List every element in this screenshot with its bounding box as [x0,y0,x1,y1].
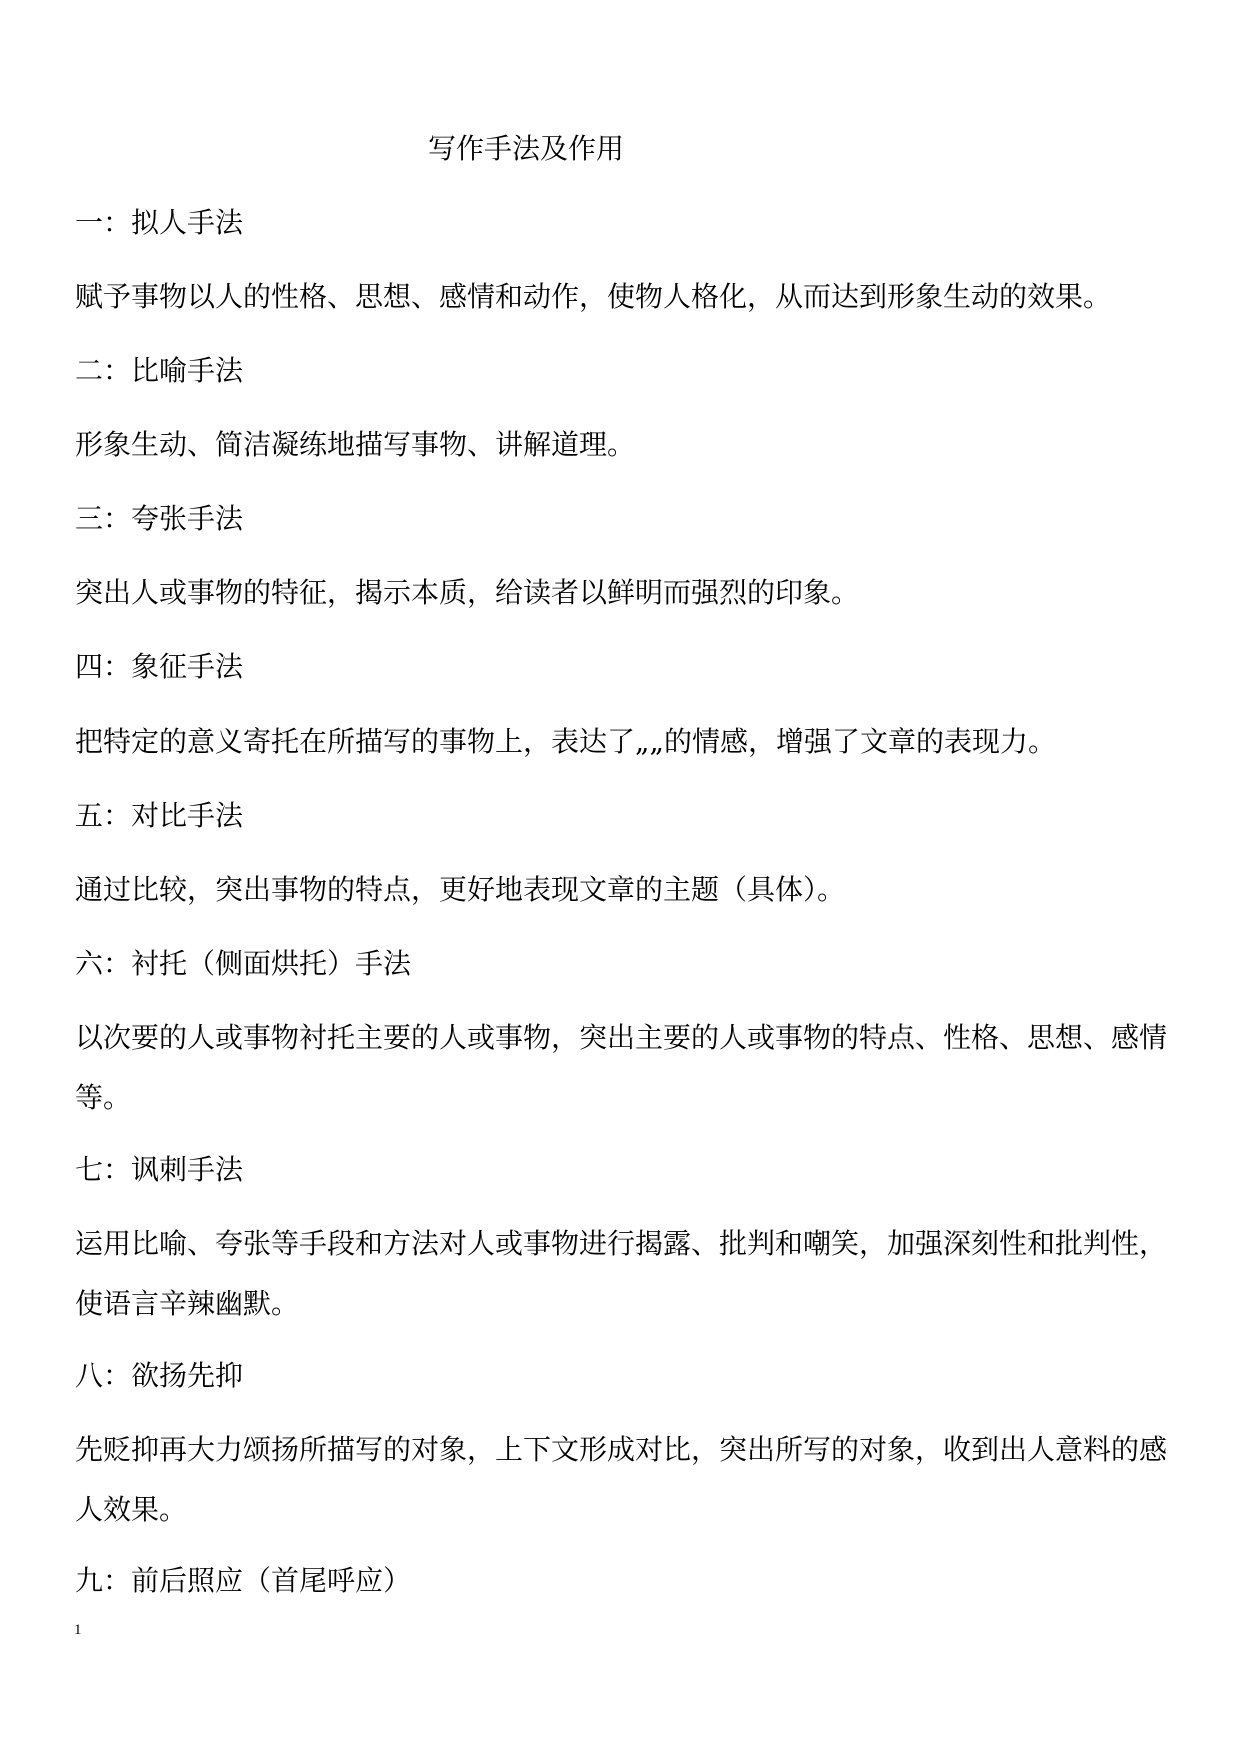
section-heading-6: 六：衬托（侧面烘托）手法 [75,947,412,980]
section-text-5: 通过比较，突出事物的特点，更好地表现文章的主题（具体）。 [75,873,846,906]
section-heading-5: 五：对比手法 [75,799,244,832]
section-heading-7: 七：讽刺手法 [75,1153,244,1186]
section-heading-1: 一：拟人手法 [75,206,244,239]
section-text-2: 形象生动、简洁凝练地描写事物、讲解道理。 [75,428,636,461]
document-title: 写作手法及作用 [428,132,625,165]
section-text-8: 先贬抑再大力颂扬所描写的对象，上下文形成对比，突出所写的对象，收到出人意料的感人效果。 [75,1433,1168,1526]
page-number: 1 [74,1622,82,1638]
section-heading-8: 八：欲扬先抑 [75,1359,244,1392]
section-heading-4: 四：象征手法 [75,650,244,683]
section-text-7: 运用比喻、夸张等手段和方法对人或事物进行揭露、批判和嘲笑，加强深刻性和批判性，使语言辛辣幽默。 [75,1227,1168,1320]
section-heading-9: 九：前后照应（首尾呼应） [75,1564,412,1597]
section-text-6: 以次要的人或事物衬托主要的人或事物，突出主要的人或事物的特点、性格、思想、感情等。 [75,1021,1168,1114]
section-heading-2: 二：比喻手法 [75,354,244,387]
section-text-1: 赋予事物以人的性格、思想、感情和动作，使物人格化，从而达到形象生动的效果。 [75,280,1112,313]
section-text-3: 突出人或事物的特征，揭示本质，给读者以鲜明而强烈的印象。 [75,576,860,609]
section-text-4: 把特定的意义寄托在所描写的事物上，表达了„„的情感，增强了文章的表现力。 [75,725,1057,758]
section-heading-3: 三：夸张手法 [75,502,244,535]
